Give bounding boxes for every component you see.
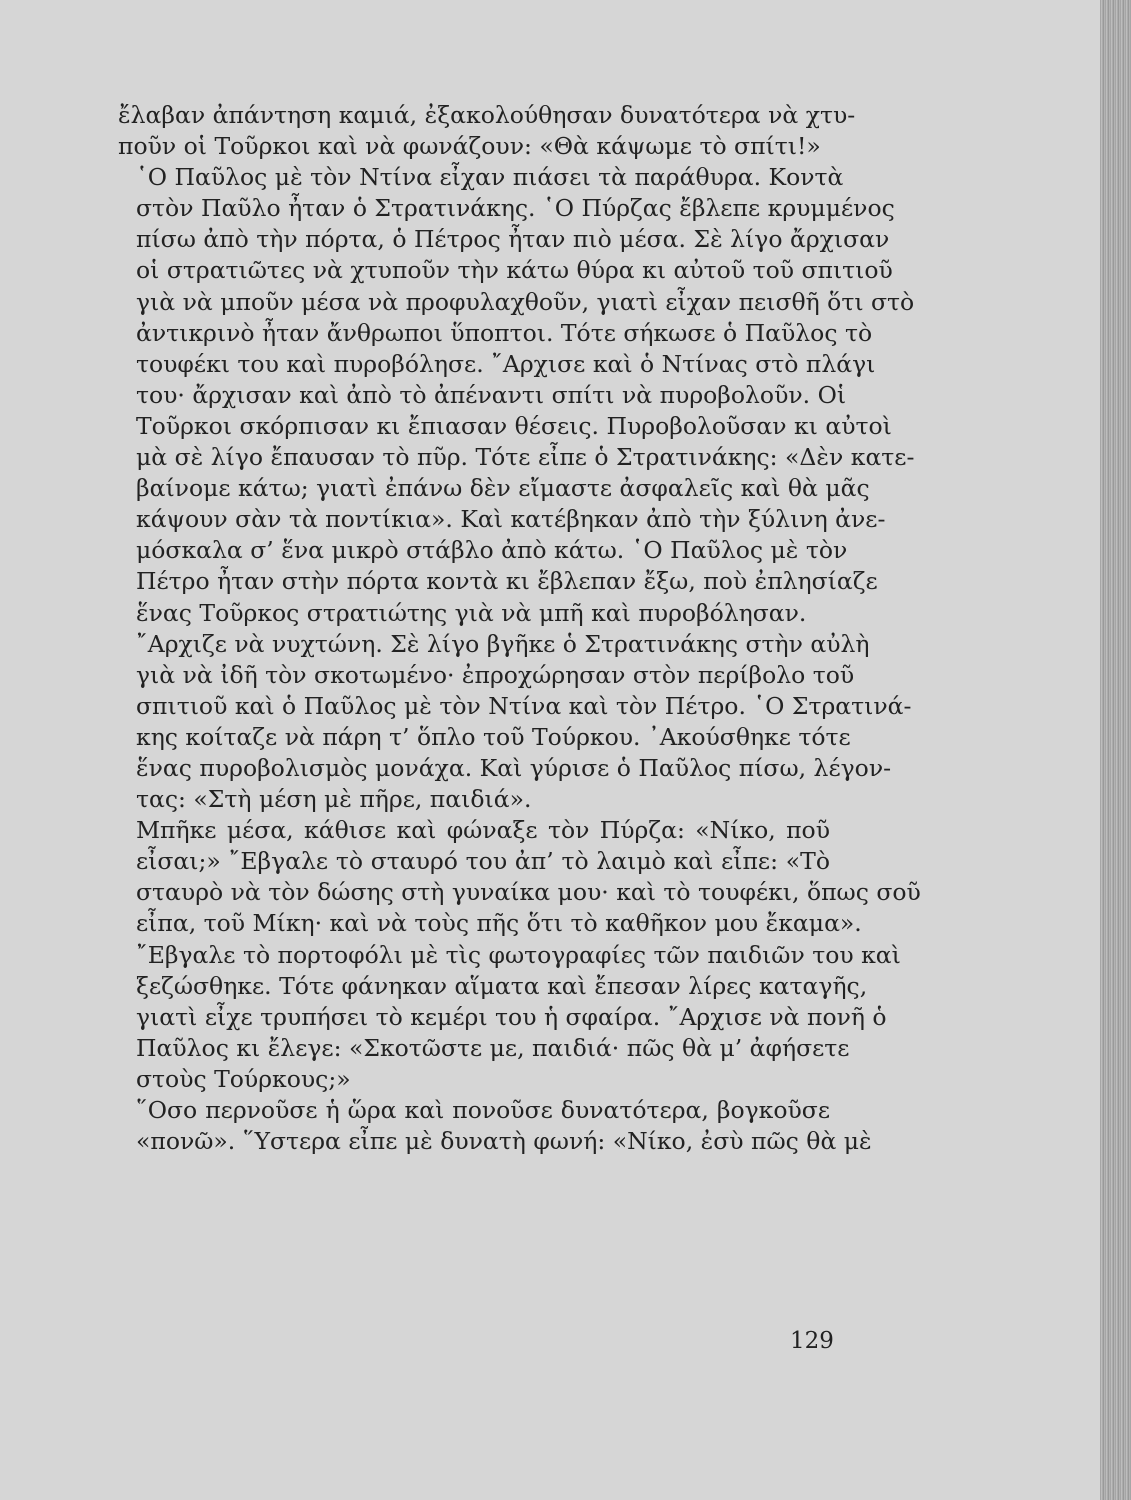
paragraph — [118, 100, 856, 162]
text-line: ἕνας πυροβολισμὸς μονάχα. Καὶ γύρισε ὁ Παῦλος πίσω, λέγον- — [136, 753, 892, 782]
body-text — [118, 100, 921, 1157]
text-line: σπιτιοῦ καὶ ὁ Παῦλος μὲ τὸν Ντίνα καὶ τὸν Πέτρο. ῾Ο Στρατινά- — [136, 691, 912, 720]
text-line: ῞Οσο περνοῦσε ἡ ὥρα καὶ πονοῦσε δυνατότερα, βογκοῦσε — [136, 1096, 830, 1124]
text-line: του· ἄρχισαν καὶ ἀπὸ τὸ ἀπέναντι σπίτι νὰ πυροβολοῦν. Οἱ — [136, 380, 847, 409]
text-line: ποῦν οἱ Τοῦρκοι καὶ νὰ φωνάζουν: «Θὰ κάψωμε τὸ σπίτι!» — [118, 132, 821, 161]
text-line: Μπῆκε μέσα, κάθισε καὶ φώναξε τὸν Πύρζα: «Νίκο, ποῦ — [136, 816, 830, 845]
text-line: στὸν Παῦλο ἦταν ὁ Στρατινάκης. ῾Ο Πύρζας ἔβλεπε κρυμμένος — [136, 194, 895, 223]
text-line: εἶσαι;» ῎Εβγαλε τὸ σταυρό του ἀπ’ τὸ λαιμὸ καὶ εἶπε: «Τὸ — [136, 847, 830, 876]
text-line: γιατὶ εἶχε τρυπήσει τὸ κεμέρι του ἡ σφαίρα. ῎Αρχισε νὰ πονῆ ὁ — [136, 1002, 887, 1031]
text-line: μὰ σὲ λίγο ἔπαυσαν τὸ πῦρ. Τότε εἶπε ὁ Στρατινάκης: «Δὲν κατε- — [136, 443, 915, 472]
text-line: Παῦλος κι ἔλεγε: «Σκοτῶστε με, παιδιά· πῶς θὰ μ’ ἀφήσετε — [136, 1033, 850, 1062]
text-line: τουφέκι του καὶ πυροβόλησε. ῎Αρχισε καὶ ὁ Ντίνας στὸ πλάγι — [136, 349, 876, 378]
text-line: Πέτρο ἦταν στὴν πόρτα κοντὰ κι ἔβλεπαν ἔξω, ποὺ ἐπλησίαζε — [136, 567, 878, 596]
text-line: ῎Αρχιζε νὰ νυχτώνη. Σὲ λίγο βγῆκε ὁ Στρατινάκης στὴν αὐλὴ — [136, 629, 870, 658]
page-stack-edge — [1100, 0, 1131, 1500]
text-line: Τοῦρκοι σκόρπισαν κι ἔπιασαν θέσεις. Πυροβολοῦσαν κι αὐτοὶ — [136, 411, 892, 440]
text-line: γιὰ νὰ ἰδῆ τὸν σκοτωμένο· ἐπροχώρησαν στὸν περίβολο τοῦ — [136, 660, 855, 689]
paragraph — [118, 629, 912, 816]
text-line: ξεζώσθηκε. Τότε φάνηκαν αἵματα καὶ ἔπεσαν λίρες καταγῆς, — [136, 971, 868, 1000]
text-line: σταυρὸ νὰ τὸν δώσης στὴ γυναίκα μου· καὶ τὸ τουφέκι, ὅπως σοῦ — [136, 878, 921, 907]
text-line: στοὺς Τούρκους;» — [136, 1064, 351, 1093]
text-line: βαίνομε κάτω; γιατὶ ἐπάνω δὲν εἴμαστε ἀσφαλεῖς καὶ θὰ μᾶς — [136, 474, 870, 503]
text-line: μόσκαλα σ’ ἕνα μικρὸ στάβλο ἀπὸ κάτω. ῾Ο Παῦλος μὲ τὸν — [136, 536, 848, 565]
text-line: γιὰ νὰ μποῦν μέσα νὰ προφυλαχθοῦν, γιατὶ εἶχαν πεισθῆ ὅτι στὸ — [136, 287, 915, 316]
text-line: οἱ στρατιῶτες νὰ χτυποῦν τὴν κάτω θύρα κι αὐτοῦ τοῦ σπιτιοῦ — [136, 256, 893, 285]
text-line: κης κοίταζε νὰ πάρη τ’ ὅπλο τοῦ Τούρκου. ᾿Ακούσθηκε τότε — [136, 722, 851, 751]
text-line: ἕνας Τοῦρκος στρατιώτης γιὰ νὰ μπῆ καὶ πυροβόλησαν. — [136, 598, 807, 627]
page-number: 129 — [790, 1328, 834, 1354]
paragraph — [118, 162, 915, 628]
text-line: τας: «Στὴ μέση μὲ πῆρε, παιδιά». — [136, 785, 532, 814]
text-line: «πονῶ». ῞Υστερα εἶπε μὲ δυνατὴ φωνή: «Νίκο, ἐσὺ πῶς θὰ μὲ — [136, 1127, 872, 1156]
text-line: ἔλαβαν ἀπάντηση καμιά, ἐξακολούθησαν δυνατότερα νὰ χτυ- — [118, 101, 856, 129]
paragraph — [118, 815, 921, 1095]
text-line: ῎Εβγαλε τὸ πορτοφόλι μὲ τὶς φωτογραφίες τῶν παιδιῶν του καὶ — [136, 940, 901, 969]
text-line: εἶπα, τοῦ Μίκη· καὶ νὰ τοὺς πῆς ὅτι τὸ καθῆκον μου ἔκαμα». — [136, 909, 862, 938]
text-line: ἀντικρινὸ ἦταν ἄνθρωποι ὕποπτοι. Τότε σήκωσε ὁ Παῦλος τὸ — [136, 318, 873, 347]
text-line: ῾Ο Παῦλος μὲ τὸν Ντίνα εἶχαν πιάσει τὰ παράθυρα. Κοντὰ — [136, 163, 844, 192]
paragraph — [118, 1095, 872, 1157]
text-line: πίσω ἀπὸ τὴν πόρτα, ὁ Πέτρος ἦταν πιὸ μέσα. Σὲ λίγο ἄρχισαν — [136, 225, 890, 254]
text-line: κάψουν σὰν τὰ ποντίκια». Καὶ κατέβηκαν ἀπὸ τὴν ξύλινη ἀνε- — [136, 505, 886, 534]
